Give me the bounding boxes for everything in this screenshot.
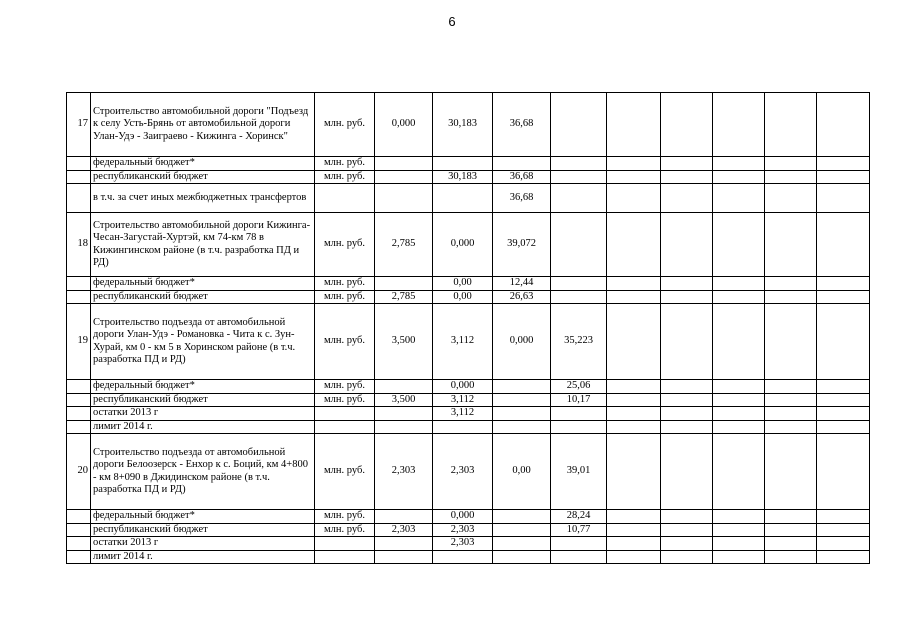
value-cell: 3,112 xyxy=(433,407,493,421)
row-unit: млн. руб. xyxy=(315,290,375,304)
value-cell: 0,00 xyxy=(433,290,493,304)
row-name: федеральный бюджет* xyxy=(91,380,315,394)
value-cell xyxy=(661,550,713,564)
table-body xyxy=(67,93,870,564)
row-name: федеральный бюджет* xyxy=(91,157,315,171)
value-cell xyxy=(607,407,661,421)
value-cell xyxy=(713,407,765,421)
value-cell xyxy=(551,184,607,213)
page-number: 6 xyxy=(448,14,456,29)
row-unit: млн. руб. xyxy=(315,93,375,157)
value-cell xyxy=(493,380,551,394)
value-cell xyxy=(817,170,870,184)
value-cell xyxy=(607,304,661,380)
row-name: лимит 2014 г. xyxy=(91,550,315,564)
value-cell xyxy=(713,157,765,171)
value-cell xyxy=(661,157,713,171)
value-cell xyxy=(551,407,607,421)
value-cell: 0,000 xyxy=(493,304,551,380)
row-number: 17 xyxy=(67,93,91,157)
value-cell: 36,68 xyxy=(493,170,551,184)
value-cell xyxy=(817,407,870,421)
value-cell xyxy=(713,184,765,213)
value-cell: 2,785 xyxy=(375,290,433,304)
row-name: Строительство автомобильной дороги Кижинга-Чесан-Загустай-Хуртэй, км 74-км 78 в Кижингинском районе (в т.ч. разработка ПД и РД) xyxy=(91,213,315,277)
row-number xyxy=(67,277,91,291)
value-cell xyxy=(661,523,713,537)
table-row xyxy=(67,277,870,291)
row-unit xyxy=(315,550,375,564)
table-row xyxy=(67,157,870,171)
table-row xyxy=(67,434,870,510)
value-cell xyxy=(713,523,765,537)
value-cell xyxy=(817,510,870,524)
value-cell xyxy=(817,523,870,537)
value-cell xyxy=(607,213,661,277)
row-number xyxy=(67,420,91,434)
row-unit xyxy=(315,420,375,434)
value-cell xyxy=(551,93,607,157)
value-cell xyxy=(765,523,817,537)
value-cell: 2,303 xyxy=(375,523,433,537)
row-number xyxy=(67,290,91,304)
table-row xyxy=(67,420,870,434)
value-cell: 35,223 xyxy=(551,304,607,380)
row-name: федеральный бюджет* xyxy=(91,510,315,524)
value-cell xyxy=(817,304,870,380)
row-unit: млн. руб. xyxy=(315,380,375,394)
row-name: Строительство подъезда от автомобильной дороги Белоозерск - Енхор к с. Боций, км 4+800 - км 8+090 в Джидинском районе (в т.ч. разработка ПД и РД) xyxy=(91,434,315,510)
value-cell xyxy=(765,277,817,291)
value-cell xyxy=(817,380,870,394)
value-cell xyxy=(375,170,433,184)
table-row xyxy=(67,393,870,407)
value-cell xyxy=(493,420,551,434)
value-cell xyxy=(607,434,661,510)
value-cell xyxy=(551,277,607,291)
value-cell xyxy=(817,537,870,551)
value-cell xyxy=(817,550,870,564)
row-unit xyxy=(315,407,375,421)
value-cell xyxy=(493,393,551,407)
value-cell xyxy=(817,290,870,304)
table-row xyxy=(67,523,870,537)
value-cell xyxy=(713,393,765,407)
value-cell: 0,00 xyxy=(493,434,551,510)
value-cell: 28,24 xyxy=(551,510,607,524)
value-cell xyxy=(607,537,661,551)
value-cell: 3,500 xyxy=(375,393,433,407)
value-cell xyxy=(375,157,433,171)
value-cell xyxy=(713,550,765,564)
row-number xyxy=(67,393,91,407)
row-number xyxy=(67,184,91,213)
value-cell xyxy=(661,93,713,157)
value-cell xyxy=(607,93,661,157)
value-cell: 36,68 xyxy=(493,184,551,213)
value-cell xyxy=(713,304,765,380)
value-cell: 10,77 xyxy=(551,523,607,537)
value-cell xyxy=(817,277,870,291)
value-cell xyxy=(661,304,713,380)
value-cell xyxy=(607,157,661,171)
row-number xyxy=(67,380,91,394)
value-cell: 0,00 xyxy=(433,277,493,291)
value-cell xyxy=(765,537,817,551)
value-cell: 0,000 xyxy=(433,213,493,277)
value-cell xyxy=(817,420,870,434)
budget-table xyxy=(66,92,870,564)
value-cell xyxy=(765,550,817,564)
value-cell xyxy=(551,170,607,184)
value-cell xyxy=(661,510,713,524)
table-row xyxy=(67,290,870,304)
value-cell: 3,112 xyxy=(433,304,493,380)
value-cell: 0,000 xyxy=(375,93,433,157)
value-cell: 2,303 xyxy=(433,537,493,551)
value-cell xyxy=(713,170,765,184)
value-cell xyxy=(493,407,551,421)
value-cell xyxy=(765,184,817,213)
value-cell: 39,072 xyxy=(493,213,551,277)
value-cell xyxy=(661,380,713,394)
value-cell: 26,63 xyxy=(493,290,551,304)
value-cell xyxy=(433,157,493,171)
row-number xyxy=(67,510,91,524)
value-cell xyxy=(551,213,607,277)
value-cell xyxy=(817,393,870,407)
value-cell xyxy=(607,550,661,564)
value-cell xyxy=(817,434,870,510)
value-cell xyxy=(661,277,713,291)
value-cell: 36,68 xyxy=(493,93,551,157)
value-cell xyxy=(493,537,551,551)
table-row xyxy=(67,550,870,564)
value-cell: 12,44 xyxy=(493,277,551,291)
row-number xyxy=(67,157,91,171)
value-cell xyxy=(765,213,817,277)
value-cell xyxy=(607,380,661,394)
row-unit: млн. руб. xyxy=(315,213,375,277)
table-row xyxy=(67,380,870,394)
value-cell xyxy=(551,157,607,171)
row-number xyxy=(67,537,91,551)
value-cell: 2,303 xyxy=(433,523,493,537)
value-cell xyxy=(661,290,713,304)
value-cell xyxy=(607,290,661,304)
value-cell xyxy=(713,434,765,510)
value-cell: 3,500 xyxy=(375,304,433,380)
value-cell xyxy=(661,420,713,434)
value-cell: 2,303 xyxy=(433,434,493,510)
row-number xyxy=(67,170,91,184)
row-number xyxy=(67,550,91,564)
row-number xyxy=(67,407,91,421)
row-name: в т.ч. за счет иных межбюджетных трансфертов xyxy=(91,184,315,213)
value-cell xyxy=(765,157,817,171)
value-cell xyxy=(661,434,713,510)
row-number xyxy=(67,523,91,537)
row-unit: млн. руб. xyxy=(315,523,375,537)
value-cell xyxy=(713,93,765,157)
value-cell xyxy=(765,420,817,434)
value-cell xyxy=(607,393,661,407)
value-cell xyxy=(713,277,765,291)
value-cell xyxy=(551,537,607,551)
row-unit: млн. руб. xyxy=(315,393,375,407)
value-cell xyxy=(493,157,551,171)
table-row xyxy=(67,510,870,524)
row-unit: млн. руб. xyxy=(315,510,375,524)
row-unit: млн. руб. xyxy=(315,434,375,510)
row-unit: млн. руб. xyxy=(315,170,375,184)
value-cell xyxy=(607,510,661,524)
value-cell xyxy=(765,407,817,421)
value-cell xyxy=(817,213,870,277)
row-unit xyxy=(315,184,375,213)
value-cell xyxy=(765,170,817,184)
row-number: 18 xyxy=(67,213,91,277)
row-name: республиканский бюджет xyxy=(91,523,315,537)
value-cell xyxy=(661,184,713,213)
value-cell xyxy=(817,93,870,157)
value-cell xyxy=(765,380,817,394)
row-number: 20 xyxy=(67,434,91,510)
value-cell: 30,183 xyxy=(433,93,493,157)
value-cell xyxy=(375,407,433,421)
value-cell xyxy=(713,510,765,524)
value-cell xyxy=(607,277,661,291)
row-unit: млн. руб. xyxy=(315,157,375,171)
table-row xyxy=(67,213,870,277)
row-name: федеральный бюджет* xyxy=(91,277,315,291)
value-cell xyxy=(765,290,817,304)
value-cell xyxy=(661,537,713,551)
value-cell: 0,000 xyxy=(433,380,493,394)
value-cell xyxy=(765,304,817,380)
row-name: Строительство подъезда от автомобильной дороги Улан-Удэ - Романовка - Чита к с. Зун-Хурай, км 0 - км 5 в Хоринском районе (в т.ч. разработка ПД и РД) xyxy=(91,304,315,380)
row-name: остатки 2013 г xyxy=(91,407,315,421)
value-cell xyxy=(713,290,765,304)
value-cell xyxy=(765,434,817,510)
value-cell xyxy=(713,380,765,394)
value-cell xyxy=(551,290,607,304)
row-name: остатки 2013 г xyxy=(91,537,315,551)
value-cell xyxy=(661,407,713,421)
value-cell xyxy=(551,550,607,564)
row-name: республиканский бюджет xyxy=(91,290,315,304)
value-cell xyxy=(661,213,713,277)
row-name: республиканский бюджет xyxy=(91,170,315,184)
value-cell xyxy=(817,184,870,213)
value-cell xyxy=(375,277,433,291)
value-cell xyxy=(765,510,817,524)
row-number: 19 xyxy=(67,304,91,380)
value-cell xyxy=(661,170,713,184)
row-unit xyxy=(315,537,375,551)
value-cell xyxy=(607,523,661,537)
value-cell xyxy=(375,420,433,434)
value-cell xyxy=(607,420,661,434)
value-cell xyxy=(607,170,661,184)
value-cell xyxy=(817,157,870,171)
row-name: лимит 2014 г. xyxy=(91,420,315,434)
value-cell: 2,303 xyxy=(375,434,433,510)
value-cell xyxy=(765,393,817,407)
value-cell xyxy=(661,393,713,407)
table-row xyxy=(67,304,870,380)
value-cell xyxy=(433,550,493,564)
value-cell xyxy=(607,184,661,213)
table-row xyxy=(67,407,870,421)
value-cell xyxy=(493,550,551,564)
value-cell xyxy=(551,420,607,434)
value-cell: 10,17 xyxy=(551,393,607,407)
value-cell xyxy=(493,523,551,537)
table-row xyxy=(67,537,870,551)
row-name: республиканский бюджет xyxy=(91,393,315,407)
value-cell xyxy=(433,420,493,434)
value-cell: 25,06 xyxy=(551,380,607,394)
value-cell xyxy=(713,537,765,551)
value-cell: 0,000 xyxy=(433,510,493,524)
value-cell xyxy=(375,550,433,564)
row-unit: млн. руб. xyxy=(315,277,375,291)
value-cell xyxy=(375,537,433,551)
value-cell xyxy=(713,420,765,434)
table-row xyxy=(67,184,870,213)
table-row xyxy=(67,170,870,184)
value-cell xyxy=(493,510,551,524)
value-cell xyxy=(375,184,433,213)
table-row xyxy=(67,93,870,157)
value-cell xyxy=(375,380,433,394)
value-cell xyxy=(375,510,433,524)
row-name: Строительство автомобильной дороги "Подъезд к селу Усть-Брянь от автомобильной дороги Улан-Удэ - Заиграево - Кижинга - Хоринск" xyxy=(91,93,315,157)
value-cell xyxy=(713,213,765,277)
value-cell: 39,01 xyxy=(551,434,607,510)
value-cell: 3,112 xyxy=(433,393,493,407)
value-cell: 30,183 xyxy=(433,170,493,184)
value-cell xyxy=(433,184,493,213)
value-cell xyxy=(765,93,817,157)
value-cell: 2,785 xyxy=(375,213,433,277)
row-unit: млн. руб. xyxy=(315,304,375,380)
